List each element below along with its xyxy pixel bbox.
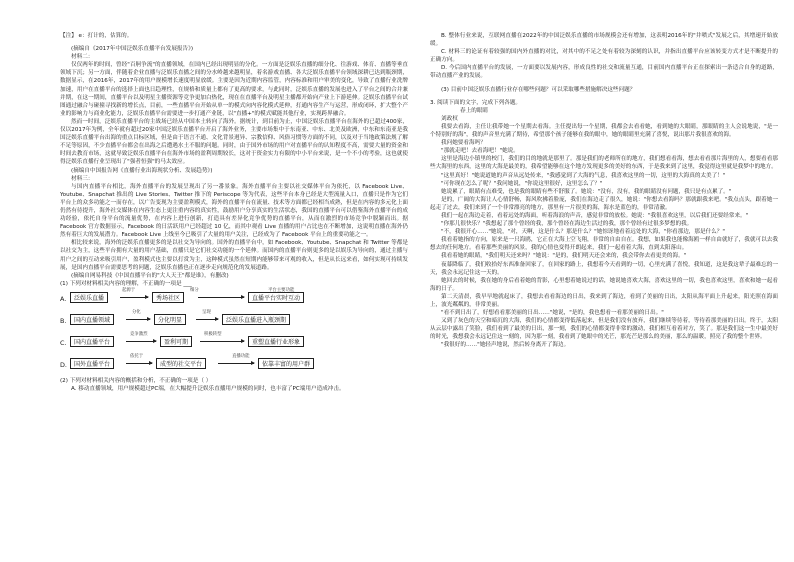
- flow-box: 国外直播平台: [70, 358, 114, 369]
- story-paragraph: 这里是海边小镇里的校门，我们的目的地就是那里了。那是我们的老师所在的地方，我们想看看海，想去看看那片海里的人，想要看看那些大海里的东西，这里的大海是最美的，我希望能够在这个地方发现更多的美好的东西，于是我来到了这里，我觉得这里就是我梦中的地方。: [430, 156, 778, 171]
- arrow-right-icon: [126, 341, 156, 342]
- flow-box: 重塑直播行业形象: [248, 336, 304, 347]
- flow-note: 分化: [132, 309, 141, 315]
- question-1: (1) 下列对材料相关内容的理解，不正确的一项是 ___: [60, 280, 192, 287]
- story-paragraph: "这里真好！"她说道她的声音从远处传来，"我感觉到了大海的气息，我喜欢这里的一切，这里的大海真的太美了！": [441, 172, 726, 179]
- paragraph: 然而一时间，泛娱乐直播平台的主战场已经从中国本土转向了海外。据统计，到目前为止，中国泛娱乐直播平台在海外的已超过400家，仅以2017年为例，全年就有超过20家中国泛娱乐直播平台开启了海外业务，主要市场集中于东南亚、中东、北美及欧洲，中东和东南亚是我国泛娱乐直播平台出海的重点目标区域，但是由于语言不通、文化背景迥异、宗教信仰、风俗习惯等方面的不同，以及对于当地政策法规了解不足等原因，不少直播平台都会在出海之后遭遇水土不服的问题。同时，由于国外市场的用户对直播平台的认知程度不高，需要大量的资金和时间去教育市场，这就导致泛娱乐直播平台在海外市场的盈利周期较长，这对于资金实力有限的中小平台来说，是一个不小的考验，这也就使得泛娱乐直播行业呈现出了"强者恒强"的马太效应。: [60, 118, 408, 166]
- paragraph: 仅仅两年的时间，曾经"百舸争流"的直播领域，在国内已经出现明显的分化。一方面是泛娱乐直播的细分化、往游戏、体育、直播等垂直领域下沉；另一方面，伴随着企业直播与泛娱乐直播之间的分水岭越来越明显，着名游戏直播、各大泛娱乐直播平台领域深耕已达到瓶颈期，数据显示，在2016年，2017年的用户规模增长速度明显放缓。主要是因为近期内容监管，内容标准和用户审美的变化，导致了直播行业洗牌加速，用户在直播平台的选择上面也日趋理性，在规格和质量上都有了更高的要求，与此同时，泛娱乐直播的发展也进入了平台之间的合并兼并期，在这一期间，直播平台以及明星主播资源等竞争更加白热化，现在在直播平台及明星主播都开始向产业上下游延伸。泛娱乐直播平台试图通过融合与碰撞寻找新的增长点，目前，一些直播平台开始从单一的模式向内容化模式延伸，打通内容生产与运营，形成闭环，扩大整个产业的影响力与商业化能力，泛娱乐直播平台需要进一步打通产业链，以"直播+"的模式赋能其他行业，实现跨界融合。: [60, 62, 408, 117]
- story-paragraph: "那就走吧！去看海吧！"她说。: [441, 148, 519, 155]
- story-paragraph: "你那儿很快乐？"我想起了那个曾经的我，那个曾经在海边生活过的我，那个曾经有过很多梦想的我。: [441, 221, 693, 228]
- option-label: D.: [60, 360, 67, 369]
- question-2: (2) 下列对材料相关内容的概括和分析，不正确的一项是（ ）: [60, 377, 212, 384]
- arrow-right-icon: [196, 319, 218, 320]
- story-paragraph: 我看着她的眼睛，"我们明天还来吗？"她说："是的，我们明天还会来的，我会带你去看更美的海。": [441, 253, 687, 260]
- right-column: [430, 32, 778, 350]
- flow-box: 秀场社区: [152, 292, 184, 303]
- arrow-right-icon: [126, 319, 150, 320]
- story-paragraph: 我们一起在海边走着，看着远处的海面，听着海浪的声音，感觉非常的放松。她说："我很喜欢这里，以后我们还要经常来。": [441, 212, 749, 219]
- flow-note: 直播功能: [232, 353, 250, 359]
- flow-box: 国内直播平台: [70, 336, 114, 347]
- material-heading: 材料三：: [71, 175, 94, 182]
- answer-option: C. 材料三的论证有着较强的国内外直播的对比，对其中的不足之处有着较为深刻的认识，并指出直播平台应该转变方式才是不断提升的正确方向。: [430, 49, 778, 64]
- flow-note: 依托于: [130, 353, 144, 359]
- story-author: 刘政权: [441, 115, 458, 122]
- note-line: 【注】 e：打计的，估算的。: [60, 33, 133, 39]
- flow-option-c: [60, 333, 408, 353]
- story-paragraph: 第二天清晨，我早早地就起床了，我想去看看海边的日出，我来到了海边，看到了美丽的日出，太阳从海平面上升起来，阳光照在海面上，波光粼粼的，非常美丽。: [430, 293, 778, 308]
- flow-note: 呈现: [202, 309, 211, 315]
- source-line: (摘编自中国报告网《直播行业出海现状分析、发展趋势》): [71, 167, 213, 174]
- flow-box: 分化明显: [154, 314, 186, 325]
- story-paragraph: "可你现在怎么了呢？"我问她说，"你说这里很好，这里怎么了？": [441, 180, 603, 187]
- story-paragraph: 我要去看海，主任让我带她一个星期去看海。主任提出每一个星期，我都会去看看她，看到她的大眼睛，那眼睛的主人会说地说，"是一个特别好的海"，我的声音里充满了期待，希望那个孩子能够在我的眼中，她的眼睛里充满了喜悦，说出那片我很喜欢的海。: [430, 123, 778, 139]
- story-paragraph: 我看着她指的方向，原来是一只海鸥，它正在大海上空飞翔，非常的自由自在。我想，如果我也能像海鸥一样自由就好了，我就可以去我想去的任何地方。看着那些美丽的风景，我的心情也变得开朗起来，我们一起看着大海，直到太阳落山。: [430, 237, 778, 252]
- question-3: (3) 目前中国泛娱乐直播行业存在哪些问题？可以采取哪些措施解决这些问题？: [441, 86, 636, 93]
- arrow-right-icon: [200, 341, 244, 342]
- flow-note: 竞争激烈: [130, 331, 148, 337]
- flow-box: 直播平台实时互动: [248, 292, 304, 303]
- paragraph: 相比较来说，海外的泛娱乐直播更多的是以社交为导向的。国外的直播平台中，如 Facebook、Youtube、Snapchat 和 Twitter 等都是以社交为主，这些平台拥有大量的用户基础，直播只是它们社交功能的一个延伸。而国内的直播平台则更多的是以娱乐为导向的，通过主播与用户之间的互动来吸引用户，盈利模式也主要以打赏为主，这种模式虽然在短期内能够带来可观的收入，但是从长远来看，如何实现可持续发展，是国内直播平台需要思考的问题，泛娱乐直播也正在逐步走向规范化的发展道路。: [60, 240, 408, 271]
- story-paragraph: 我问她要看海吗？: [441, 140, 486, 147]
- story-paragraph: 她说累了，眼睛有点难受，也是我的眼睛有些不舒服了。她说："没有，没有，我的眼睛没有问题，我只是有点累了。": [441, 188, 732, 195]
- arrow-right-icon: [218, 363, 254, 364]
- story-title: 春上的眼睛: [460, 107, 488, 114]
- reading-instruction: 3. 阅读下面的文字，完成下列各题。: [430, 99, 522, 106]
- answer-option: A. 移动直播领域，用户规模超过PC端，在大幅提升泛娱乐直播用户规模的同时，也丰富了PC端用户造成冲击。: [71, 386, 345, 392]
- paragraph: 与国内直播平台相比，海外直播平台的发展呈现出了另一番景象。海外直播平台主要以社交媒体平台为依托，以 Facebook Live、Youtube、Snapchat 推出的 Live Stories、Twitter 推下的 Periscope 等为代表，这些平台本身已经是大型流量入口，直播只是作为它们平台上的众多功能之一而存在，以广告变现为主要盈利模式，海外的直播平台在流量、技术等方面都已经相当成熟，但是在内容的多元化上面仍然有待提升，海外社交媒体在内容生态上更注重内容的真实性，鼓励用户分享真实的生活状态，我国的直播平台可以借鉴海外直播平台的成功经验，依托自身平台的流量优势，在内容上进行创新，打造具有差异化竞争优势的直播平台，从而在激烈的市场竞争中脱颖而出。据 Facebook 官方数据显示，Facebook 的日活跃用户已经超过 10 亿，而其中观看 Live 直播的用户占比也在不断增加，这说明直播在海外仍然有着巨大的发展潜力。Facebook Live 上线至今已吸引了大量的用户关注，已经成为了 Facebook 平台上的重要功能之一。: [60, 183, 408, 239]
- arrow-right-icon: [120, 297, 148, 298]
- flow-box: 泛娱乐直播进入瓶颈期: [222, 314, 290, 325]
- source-line: (摘编自网易科技《中国直播平台的"大人天王"都是谁》，有删改): [71, 272, 229, 279]
- arrow-right-icon: [198, 297, 244, 298]
- flow-box: 泛娱乐直播: [70, 292, 108, 303]
- story-paragraph: "不，我很开心……"她说，"对，天啊，这是什么？那是什么？"她惊讶地看着远处的大海，"你看那边，那是什么？": [441, 229, 725, 236]
- flow-note: 积极转型: [204, 331, 222, 337]
- story-paragraph: "我很好的……"她轻声地说，然后转身离开了海边。: [441, 342, 570, 349]
- flow-option-d: [60, 355, 408, 375]
- answer-option: B. 整体行业来说，互联网直播在2022年的中国泛娱乐直播的市场规模会还有增加，这表明2016年的"井喷式"发展之后，其增速开始放缓。: [430, 33, 778, 48]
- option-label: A.: [60, 294, 67, 303]
- story-paragraph: "看不到日出了，好想看看那美丽的日出……"她说，"是的，我也想看一看那美丽的日出。": [441, 310, 664, 317]
- flow-option-b: [60, 311, 408, 331]
- flow-box: 国内直播领域: [70, 314, 114, 325]
- story-paragraph: 夜幕降临了，我们收拾好东西准备回家了，在回家的路上，我想着今天看到的一切，心里充满了喜悦，我知道，这是我这辈子最难忘的一天，我会永远记住这一天的。: [430, 261, 778, 276]
- flow-note: 平台主要功能: [268, 287, 295, 293]
- flow-note: 细分: [190, 287, 199, 293]
- answer-option: D. 今后国内直播平台的发展，一方面要以发展内容，形成良性的社交和流量互通，目前国内直播平台正在探索出一条适合自身的道路，带动直播产业的发展。: [430, 65, 778, 80]
- option-label: B.: [60, 316, 67, 325]
- story-paragraph: 是的，广阔的大海让人心情舒畅，海风吹拂着脸庞，我们在海边走了很久，她说："你想去看海吗？那就跟我来吧。"我点点头，跟着她一起走了过去，我们来到了一个非常漂亮的地方，那里有一片很美的海，海水是蓝色的，非常清澈。: [430, 196, 778, 211]
- story-paragraph: 又到了灰色的天空和暗沉的大海，我们的心情都变得低落起来，但是我们没有放弃，我们继续等待着，等待着那美丽的日出。终于，太阳从云层中露出了笑脸，我们看到了最美的日出，那一刻，我们的心情都变得非常的激动，我们相互看着对方，笑了。那是我们这一生中最美好的时光，我想我会永远记住这一刻的，因为那一刻，我看到了她眼中的光芒，那光芒是那么的美丽，那么的温暖，照亮了我的整个世界。: [430, 318, 778, 341]
- flow-box: 盈利可期: [160, 336, 192, 347]
- story-paragraph: 她回去的时候，我在她的身后看着她的背影，心里想着她说过的话，她说她喜欢大海，喜欢这里的一切，我也喜欢这里，喜欢和她一起看海的日子。: [430, 277, 778, 292]
- option-label: C.: [60, 338, 67, 347]
- left-column: [60, 32, 408, 393]
- material-heading: 材料二：: [71, 54, 94, 61]
- flow-box: 依靠丰富的用户群: [258, 358, 314, 369]
- flow-note: 起源于: [122, 287, 136, 293]
- flow-box: 成型的社交平台: [156, 358, 206, 369]
- arrow-right-icon: [126, 363, 152, 364]
- flow-option-a: [60, 289, 408, 309]
- source-line: (摘编自《2017年中国泛娱乐直播平台发展报告》): [71, 46, 194, 53]
